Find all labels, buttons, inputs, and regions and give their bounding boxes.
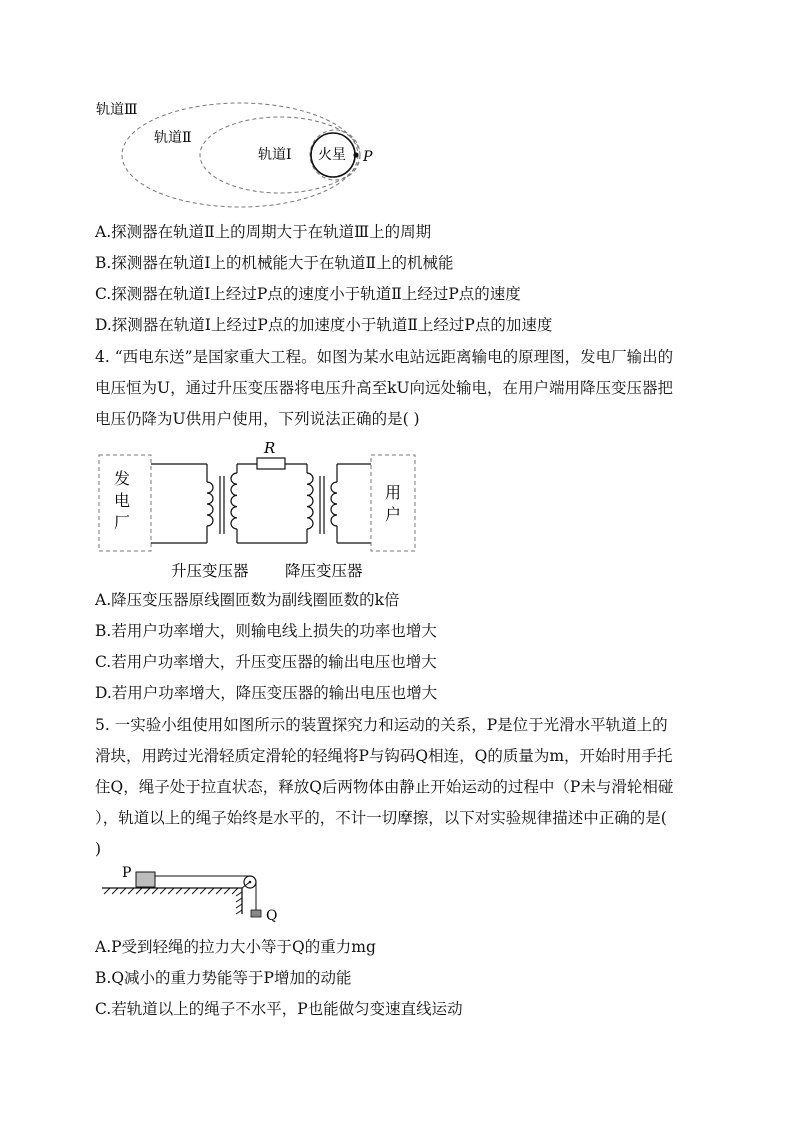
resistor-label: R [264,440,276,457]
resistor-r [257,458,285,469]
q4-option-c: C.若用户功率增大，升压变压器的输出电压也增大 [95,653,437,671]
step-down-secondary-coil [331,482,337,526]
step-up-secondary-coil [231,473,237,529]
q4-option-d: D.若用户功率增大，降压变压器的输出电压也增大 [95,684,438,702]
q4-stem [95,342,705,435]
orbit-3-label: 轨道Ⅲ [96,102,138,118]
q5-stem [95,710,705,865]
point-p-label: P [363,149,373,165]
q4-line-2: 电压恒为U，通过升压变压器将电压升高至kU向远处输电，在用户端用降压变压器把 [95,379,674,397]
weight-q [251,910,261,917]
q5-option-a: A.P受到轻绳的拉力大小等于Q的重力mg [95,938,376,956]
q3-option-a: A.探测器在轨道Ⅱ上的周期大于在轨道Ⅲ上的周期 [95,223,432,241]
slider-p-label: P [122,865,132,881]
step-up-caption: 升压变压器 [171,562,249,580]
point-p-dot [353,152,358,157]
step-up-primary-coil [207,482,213,526]
q3-option-c: C.探测器在轨道Ⅰ上经过P点的速度小于轨道Ⅱ上经过P点的速度 [95,285,521,303]
q4-option-a: A.降压变压器原线圈匝数为副线圈匝数的k倍 [95,591,400,609]
weight-q-label: Q [266,908,278,924]
q3-option-d: D.探测器在轨道Ⅰ上经过P点的加速度小于轨道Ⅱ上经过P点的加速度 [95,316,553,334]
power-plant-label-2: 电 [114,491,131,510]
pulley-diagram [98,862,288,930]
q4-line-3: 电压仍降为U供用户使用，下列说法正确的是( ) [95,410,420,428]
slider-p [136,872,155,887]
q5-line-2: 滑块，用跨过光滑轻质定滑轮的轻绳将P与钩码Q相连，Q的质量为m，开始时用手托 [95,747,673,765]
user-box [371,455,415,551]
user-label-1: 用 [385,483,402,502]
q4-line-1: 4. “西电东送”是国家重大工程。如图为某水电站远距离输电的原理图，发电厂输出的 [95,348,674,366]
orbit-1-label: 轨道Ⅰ [258,147,292,163]
power-plant-label-3: 厂 [114,513,131,532]
q3-option-b: B.探测器在轨道Ⅰ上的机械能大于在轨道Ⅱ上的机械能 [95,254,454,272]
q5-option-c: C.若轨道以上的绳子不水平，P也能做匀变速直线运动 [95,1000,463,1018]
q4-option-b: B.若用户功率增大，则输电线上损失的功率也增大 [95,622,437,640]
step-down-primary-coil [307,473,313,529]
power-plant-label-1: 发 [114,469,131,488]
mars-label: 火星 [318,147,346,163]
q5-line-1: 5. 一实验小组使用如图所示的装置探究力和运动的关系，P是位于光滑水平轨道上的 [95,716,668,734]
orbit-2-label: 轨道Ⅱ [154,130,192,146]
q5-line-3: 住Q，绳子处于拉直状态，释放Q后两物体由静止开始运动的过程中（P未与滑轮相碰 [95,778,674,796]
q5-line-4: ），轨道以上的绳子始终是水平的，不计一切摩擦，以下对实验规律描述中正确的是( [95,809,667,827]
orbit-diagram [90,95,390,210]
q5-option-b: B.Q减小的重力势能等于P增加的动能 [95,969,352,987]
user-label-2: 户 [385,505,402,524]
transmission-diagram [95,440,420,585]
step-down-caption: 降压变压器 [285,562,363,580]
q5-line-5: ) [95,840,102,858]
